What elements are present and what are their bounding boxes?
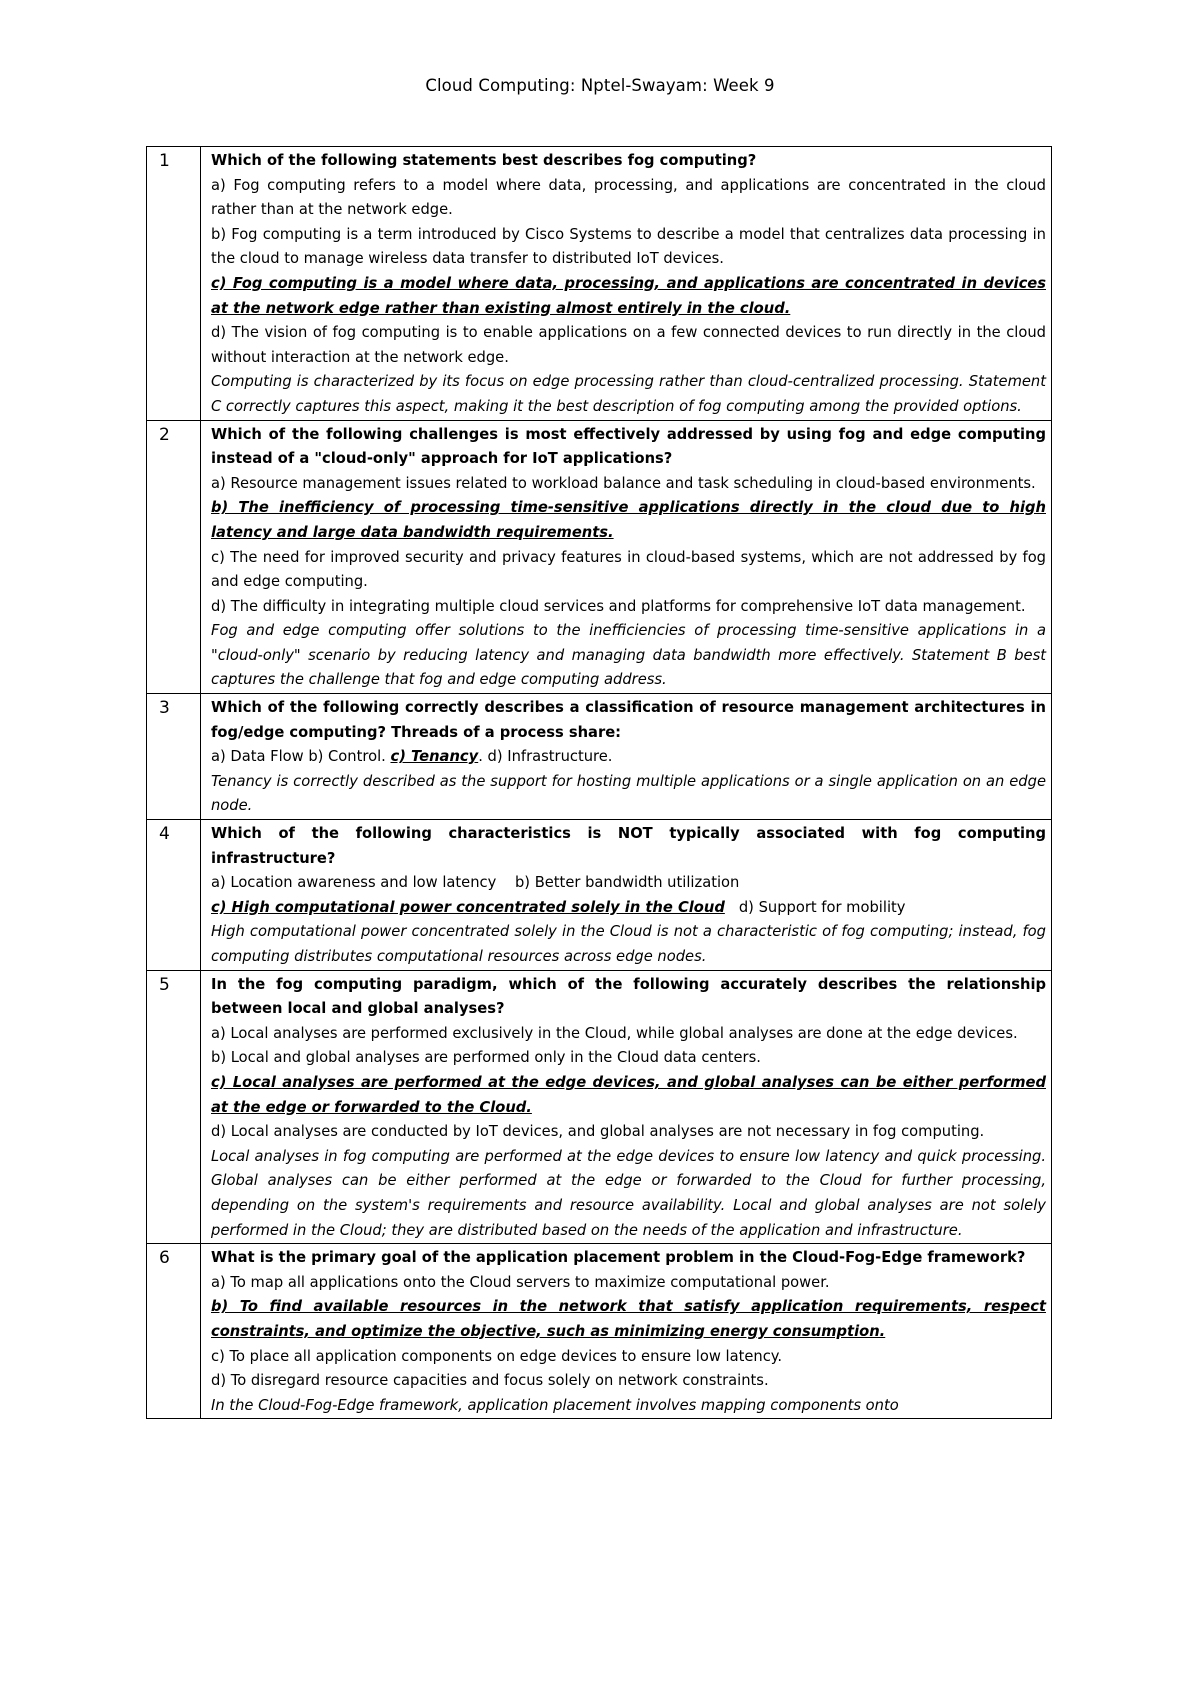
explanation: Fog and edge computing offer solutions to the inefficiencies of processing time-sensitive applications in a "cloud-only" scenario by reducing latency and managing data bandwidth more effectively. Statement B best captures the challenge that fog and edge computing address. [211, 622, 1046, 689]
question-cell [201, 820, 1052, 971]
table-row [147, 820, 1052, 971]
question-cell [201, 420, 1052, 694]
table-row [147, 694, 1052, 820]
options-prefix: a) Data Flow b) Control. [211, 748, 391, 766]
question-number: 3 [147, 694, 201, 820]
options-line [211, 896, 1046, 921]
page-title: Cloud Computing: Nptel-Swayam: Week 9 [425, 76, 775, 95]
question-number: 4 [147, 820, 201, 971]
table-row [147, 147, 1052, 421]
explanation: High computational power concentrated solely in the Cloud is not a characteristic of fog computing; instead, fog computing distributes computational resources across edge nodes. [211, 923, 1046, 965]
explanation: Local analyses in fog computing are performed at the edge devices to ensure low latency and quick processing. Global analyses can be either performed at the edge or forwarded to the Cloud for further processing, depending on the system's requirements and resource availability. Local and global analyses are not solely performed in the Cloud; they are distributed based on the needs of the application and infrastructure. [211, 1147, 1046, 1239]
question-cell [201, 147, 1052, 421]
option-a: a) Local analyses are performed exclusively in the Cloud, while global analyses are done at the edge devices. [211, 1024, 1018, 1042]
question-text: Which of the following challenges is most effectively addressed by using fog and edge computing instead of a "cloud-only" approach for IoT applications? [211, 425, 1046, 468]
question-text: Which of the following characteristics is NOT typically associated with fog computing infrastructure? [211, 825, 1046, 867]
option-c: c) To place all application components on edge devices to ensure low latency. [211, 1347, 783, 1365]
option-d: d) The vision of fog computing is to enable applications on a few connected devices to run directly in the cloud without interaction at the network edge. [211, 324, 1046, 366]
question-text: What is the primary goal of the application placement problem in the Cloud-Fog-Edge framework? [211, 1249, 1026, 1267]
question-cell [201, 970, 1052, 1244]
question-number: 1 [147, 147, 201, 421]
table-row [147, 420, 1052, 694]
option-d: d) Local analyses are conducted by IoT devices, and global analyses are not necessary in fog computing. [211, 1123, 985, 1141]
explanation: Computing is characterized by its focus on edge processing rather than cloud-centralized processing. Statement C correctly captures this aspect, making it the best description of fog computing among the provided options. [211, 373, 1046, 415]
option-d: d) Support for mobility [738, 898, 906, 916]
options-line [211, 871, 1046, 896]
question-text: Which of the following statements best describes fog computing? [211, 152, 757, 169]
correct-answer: c) Fog computing is a model where data, processing, and applications are concentrated in devices at the network edge rather than existing almost entirely in the cloud. [211, 274, 1046, 317]
options-line [211, 745, 1046, 770]
correct-answer: c) Tenancy [390, 748, 479, 766]
option-d: d) To disregard resource capacities and focus solely on network constraints. [211, 1372, 769, 1390]
correct-answer: c) Local analyses are performed at the edge devices, and global analyses can be either performed at the edge or forwarded to the Cloud. [211, 1073, 1046, 1116]
correct-answer: b) To find available resources in the network that satisfy application requirements, respect constraints, and optimize the objective, such as minimizing energy consumption. [211, 1298, 1046, 1340]
options-suffix: . d) Infrastructure. [478, 748, 613, 766]
option-c: c) The need for improved security and privacy features in cloud-based systems, which are not addressed by fog and edge computing. [211, 548, 1046, 591]
option-a: a) Fog computing refers to a model where data, processing, and applications are concentrated in the cloud rather than at the network edge. [211, 176, 1046, 219]
question-text: Which of the following correctly describes a classification of resource management architectures in fog/edge computing? Threads of a process share: [211, 699, 1046, 741]
table-row [147, 970, 1052, 1244]
option-b: b) Better bandwidth utilization [514, 874, 740, 892]
question-text: In the fog computing paradigm, which of the following accurately describes the relationship between local and global analyses? [211, 975, 1046, 1018]
questions-table [146, 146, 1052, 1419]
option-b: b) Local and global analyses are performed only in the Cloud data centers. [211, 1049, 761, 1067]
table-row [147, 1244, 1052, 1419]
option-d: d) The difficulty in integrating multiple cloud services and platforms for comprehensive IoT data management. [211, 597, 1026, 615]
question-cell [201, 1244, 1052, 1419]
option-a: a) Resource management issues related to workload balance and task scheduling in cloud-based environments. [211, 474, 1036, 492]
option-a: a) Location awareness and low latency [211, 874, 497, 892]
question-number: 5 [147, 970, 201, 1244]
question-cell [201, 694, 1052, 820]
question-number: 2 [147, 420, 201, 694]
option-a: a) To map all applications onto the Cloud servers to maximize computational power. [211, 1273, 830, 1291]
question-number: 6 [147, 1244, 201, 1419]
explanation: Tenancy is correctly described as the support for hosting multiple applications or a single application on an edge node. [211, 772, 1046, 815]
option-b: b) Fog computing is a term introduced by Cisco Systems to describe a model that centralizes data processing in the cloud to manage wireless data transfer to distributed IoT devices. [211, 225, 1046, 268]
correct-answer: b) The inefficiency of processing time-sensitive applications directly in the cloud due to high latency and large data bandwidth requirements. [211, 499, 1046, 541]
correct-answer: c) High computational power concentrated solely in the Cloud [211, 898, 725, 916]
explanation: In the Cloud-Fog-Edge framework, application placement involves mapping components onto [211, 1396, 899, 1414]
